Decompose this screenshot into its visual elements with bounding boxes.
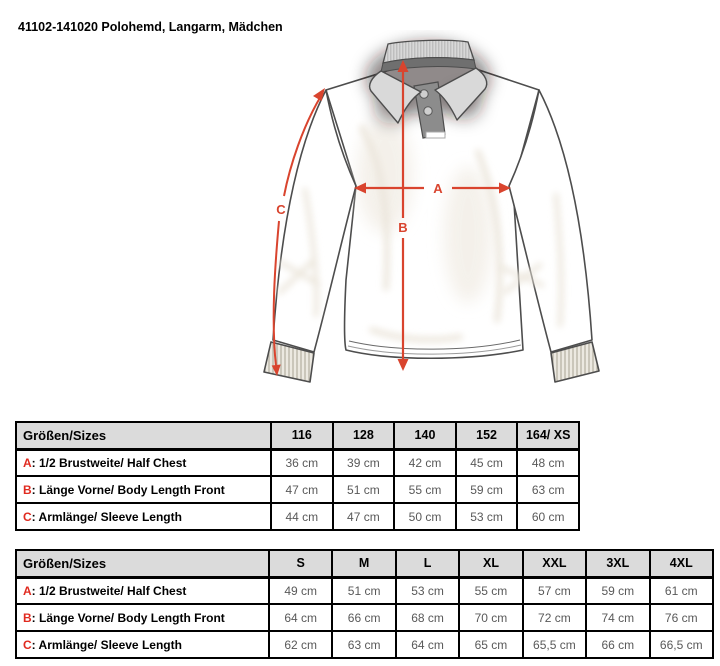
measurement-value: 64 cm bbox=[269, 604, 332, 631]
measurement-row bbox=[16, 577, 713, 604]
measurement-value: 47 cm bbox=[271, 476, 333, 503]
header-row bbox=[16, 550, 713, 577]
measurement-value: 70 cm bbox=[459, 604, 522, 631]
size-header: M bbox=[332, 550, 395, 577]
button bbox=[424, 107, 432, 115]
placket-bottom bbox=[426, 132, 445, 138]
measure-text: : 1/2 Brustweite/ Half Chest bbox=[31, 583, 187, 598]
measurement-value: 62 cm bbox=[269, 631, 332, 658]
sizes-header: Größen/Sizes bbox=[16, 550, 269, 577]
measurement-value: 66,5 cm bbox=[650, 631, 713, 658]
measurement-row bbox=[16, 604, 713, 631]
measurement-row bbox=[16, 631, 713, 658]
measure-letter: B bbox=[23, 482, 32, 497]
measurement-value: 55 cm bbox=[459, 577, 522, 604]
measurement-value: 72 cm bbox=[523, 604, 586, 631]
page-title: 41102-141020 Polohemd, Langarm, Mädchen bbox=[18, 20, 283, 34]
measurement-label bbox=[16, 631, 269, 658]
measurement-row bbox=[16, 449, 579, 476]
measurement-label bbox=[16, 449, 271, 476]
measure-letter: A bbox=[23, 583, 32, 598]
measurement-value: 63 cm bbox=[332, 631, 395, 658]
size-table-kids bbox=[15, 421, 580, 531]
measurement-value: 57 cm bbox=[523, 577, 586, 604]
svg-text:A: A bbox=[433, 181, 443, 196]
measure-letter: C bbox=[23, 509, 32, 524]
measurement-label bbox=[16, 577, 269, 604]
measurement-value: 63 cm bbox=[517, 476, 579, 503]
sizes-header: Größen/Sizes bbox=[16, 422, 271, 449]
measurement-value: 51 cm bbox=[333, 476, 395, 503]
size-header: 152 bbox=[456, 422, 518, 449]
size-header: XL bbox=[459, 550, 522, 577]
measure-text: : Armlänge/ Sleeve Length bbox=[31, 637, 182, 652]
polo-shirt-diagram bbox=[0, 30, 720, 422]
size-header: 3XL bbox=[586, 550, 649, 577]
measurement-value: 65 cm bbox=[459, 631, 522, 658]
measurement-value: 49 cm bbox=[269, 577, 332, 604]
size-header: 164/ XS bbox=[517, 422, 579, 449]
measurement-value: 66 cm bbox=[586, 631, 649, 658]
measure-letter: C bbox=[23, 637, 32, 652]
measurement-value: 50 cm bbox=[394, 503, 456, 530]
measurement-value: 53 cm bbox=[456, 503, 518, 530]
measurement-value: 66 cm bbox=[332, 604, 395, 631]
measurement-value: 60 cm bbox=[517, 503, 579, 530]
measurement-value: 53 cm bbox=[396, 577, 459, 604]
svg-text:B: B bbox=[398, 220, 408, 235]
size-table-adults bbox=[15, 549, 714, 659]
measurement-value: 48 cm bbox=[517, 449, 579, 476]
measurement-value: 39 cm bbox=[333, 449, 395, 476]
size-header: 116 bbox=[271, 422, 333, 449]
measurement-value: 68 cm bbox=[396, 604, 459, 631]
measurement-value: 59 cm bbox=[456, 476, 518, 503]
size-header: 4XL bbox=[650, 550, 713, 577]
measurement-value: 76 cm bbox=[650, 604, 713, 631]
header-row bbox=[16, 422, 579, 449]
measurement-label bbox=[16, 503, 271, 530]
measurement-value: 47 cm bbox=[333, 503, 395, 530]
size-header: 140 bbox=[394, 422, 456, 449]
size-header: 128 bbox=[333, 422, 395, 449]
measurement-value: 65,5 cm bbox=[523, 631, 586, 658]
size-header: XXL bbox=[523, 550, 586, 577]
svg-text:C: C bbox=[276, 202, 286, 217]
size-header: S bbox=[269, 550, 332, 577]
measurement-label bbox=[16, 604, 269, 631]
measurement-value: 42 cm bbox=[394, 449, 456, 476]
measurement-value: 55 cm bbox=[394, 476, 456, 503]
size-header: L bbox=[396, 550, 459, 577]
measurement-value: 61 cm bbox=[650, 577, 713, 604]
measurement-value: 45 cm bbox=[456, 449, 518, 476]
polo-shirt-svg bbox=[0, 30, 720, 422]
measurement-row bbox=[16, 503, 579, 530]
measurement-value: 74 cm bbox=[586, 604, 649, 631]
measure-letter: A bbox=[23, 455, 32, 470]
measure-text: : Länge Vorne/ Body Length Front bbox=[31, 482, 225, 497]
measurement-value: 51 cm bbox=[332, 577, 395, 604]
measurement-value: 36 cm bbox=[271, 449, 333, 476]
button bbox=[420, 90, 428, 98]
measurement-row bbox=[16, 476, 579, 503]
measure-letter: B bbox=[23, 610, 32, 625]
measurement-value: 59 cm bbox=[586, 577, 649, 604]
measure-text: : Armlänge/ Sleeve Length bbox=[31, 509, 182, 524]
measurement-label bbox=[16, 476, 271, 503]
measure-text: : 1/2 Brustweite/ Half Chest bbox=[31, 455, 187, 470]
measure-text: : Länge Vorne/ Body Length Front bbox=[31, 610, 225, 625]
measurement-value: 44 cm bbox=[271, 503, 333, 530]
measurement-value: 64 cm bbox=[396, 631, 459, 658]
